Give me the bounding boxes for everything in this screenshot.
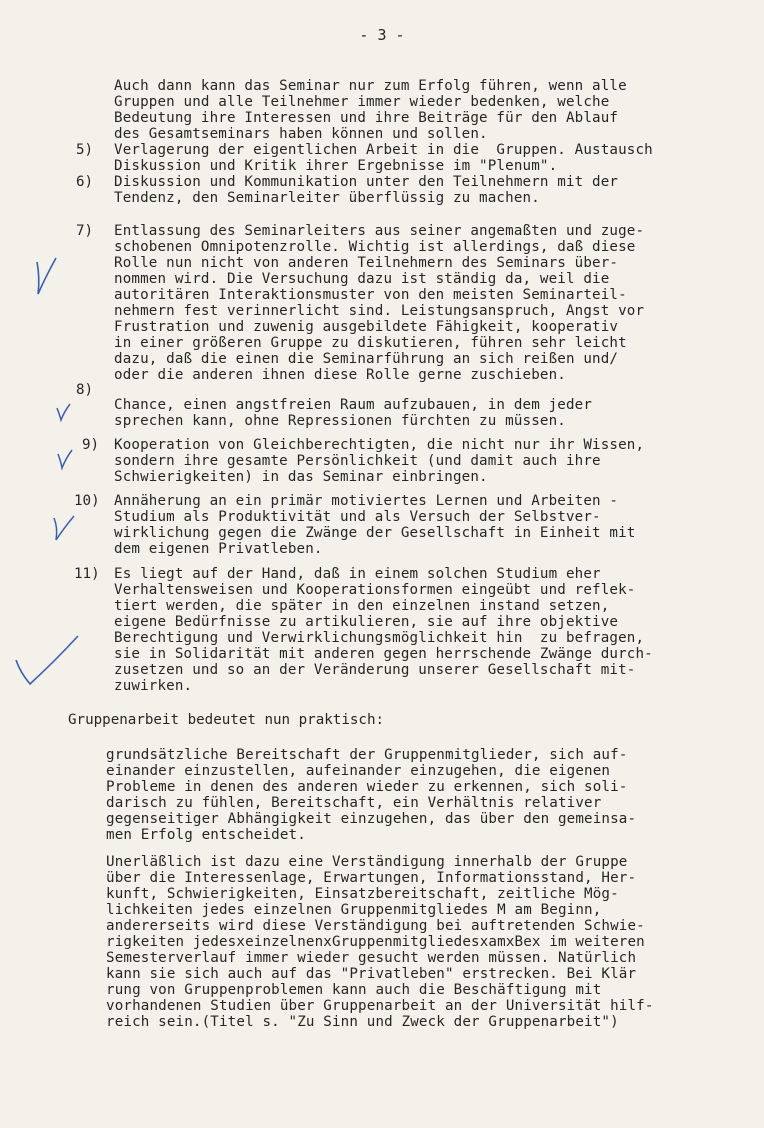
paragraph-line: men Erfolg entscheidet. — [106, 827, 306, 843]
item-line: Studium als Produktivität und als Versuch der Selbstver- — [114, 509, 601, 525]
item-line: dem eigenen Privatleben. — [114, 541, 323, 557]
item-line: sprechen kann, ohne Repressionen fürchten zu müssen. — [114, 413, 566, 429]
item-number: 5) — [76, 142, 94, 158]
item-line: sie in Solidarität mit anderen gegen herrschende Zwänge durch- — [114, 646, 653, 662]
check-mark-icon — [37, 258, 56, 294]
item-line: zuwirken. — [114, 678, 193, 694]
check-mark-icon — [57, 404, 70, 420]
paragraph-line: einander einzustellen, aufeinander einzugehen, die eigenen — [106, 763, 611, 779]
item-line: eigene Bedürfnisse zu artikulieren, sie auf ihre objektive — [114, 614, 619, 630]
item-line: dazu, daß die einen die Seminarführung an sich reißen und/ — [114, 351, 619, 367]
item-line: Diskussion und Kommunikation unter den Teilnehmern mit der — [114, 174, 619, 190]
item-line: Rolle nun nicht von anderen Teilnehmern des Seminars über- — [114, 255, 619, 271]
item-line: Es liegt auf der Hand, daß in einem solchen Studium eher — [114, 566, 601, 582]
item-line: Annäherung an ein primär motiviertes Lernen und Arbeiten - — [114, 493, 619, 509]
item-line: Verhaltensweisen und Kooperationsformen eingeübt und reflek- — [114, 582, 636, 598]
paragraph-line: gegenseitiger Abhängigkeit einzugehen, das über den gemeinsa- — [106, 811, 637, 827]
item-line: Tendenz, den Seminarleiter überflüssig zu machen. — [114, 190, 540, 206]
paragraph-line: über die Interessenlage, Erwartungen, Informationsstand, Her- — [106, 870, 637, 886]
check-mark-icon — [58, 450, 72, 468]
item-line: nehmern fest verinnerlicht sind. Leistungsanspruch, Angst vor — [114, 303, 645, 319]
item-number: 11) — [74, 566, 100, 582]
item-line: Berechtigung und Verwirklichungsmöglichkeit hin zu befragen, — [114, 630, 645, 646]
intro-line: Bedeutung ihre Interessen und ihre Beiträge für den Ablauf — [114, 110, 619, 126]
paragraph-line: Probleme in denen des anderen wieder zu erkennen, sich soli- — [106, 779, 628, 795]
item-line: in einer größeren Gruppe zu diskutieren, führen sehr leicht — [114, 335, 627, 351]
item-line: sondern ihre gesamte Persönlichkeit (und damit auch ihre — [114, 453, 601, 469]
item-line: autoritären Interaktionsmuster von den meisten Seminarteil- — [114, 287, 627, 303]
item-line: tiert werden, die später in den einzelnen instand setzen, — [114, 598, 610, 614]
paragraph-line: rigkeiten jedesxeinzelnenxGruppenmitgliedesxamxBex im weiteren — [106, 934, 645, 950]
item-number: 6) — [76, 174, 94, 190]
paragraph-line: vorhandenen Studien über Gruppenarbeit an der Universität hilf- — [106, 998, 654, 1014]
item-number: 7) — [76, 223, 94, 239]
paragraph-line: reich sein.(Titel s. "Zu Sinn und Zweck der Gruppenarbeit") — [106, 1014, 619, 1030]
paragraph-line: kann sie sich auch auf das "Privatleben" erstrecken. Bei Klär — [106, 966, 637, 982]
paragraph-line: andererseits wird diese Verständigung bei auftretenden Schwie- — [106, 918, 645, 934]
paragraph-line: rung von Gruppenproblemen kann auch die Beschäftigung mit — [106, 982, 602, 998]
page-number: - 3 - — [359, 26, 405, 44]
item-line: zusetzen und so an der Veränderung unserer Gesellschaft mit- — [114, 662, 636, 678]
intro-line: des Gesamtseminars haben können und sollen. — [114, 126, 488, 142]
item-line: nommen wird. Die Versuchung dazu ist ständig da, weil die — [114, 271, 610, 287]
item-line: Entlassung des Seminarleiters aus seiner angemaßten und zuge- — [114, 223, 645, 239]
check-mark-icon — [54, 516, 74, 540]
item-line: Frustration und zuwenig ausgebildete Fähigkeit, kooperativ — [114, 319, 619, 335]
item-line: oder die anderen ihnen diese Rolle gerne zuschieben. — [114, 367, 566, 383]
item-number: 10) — [74, 493, 100, 509]
paragraph-line: darisch zu fühlen, Bereitschaft, ein Verhältnis relativer — [106, 795, 602, 811]
paragraph-line: grundsätzliche Bereitschaft der Gruppenmitglieder, sich auf- — [106, 747, 628, 763]
section-heading: Gruppenarbeit bedeutet nun praktisch: — [68, 712, 385, 728]
paragraph-line: Semesterverlauf immer wieder gesucht werden müssen. Natürlich — [106, 950, 637, 966]
item-number: 9) — [82, 437, 100, 453]
intro-line: Auch dann kann das Seminar nur zum Erfolg führen, wenn alle — [114, 78, 627, 94]
item-line: Diskussion und Kritik ihrer Ergebnisse im "Plenum". — [114, 158, 558, 174]
check-mark-icon — [16, 636, 78, 684]
intro-line: Gruppen und alle Teilnehmer immer wieder bedenken, welche — [114, 94, 610, 110]
item-line: schobenen Omnipotenzrolle. Wichtig ist allerdings, daß diese — [114, 239, 636, 255]
item-line: Verlagerung der eigentlichen Arbeit in die Gruppen. Austausch — [114, 142, 653, 158]
item-line: wirklichung gegen die Zwänge der Gesellschaft in Einheit mit — [114, 525, 636, 541]
item-line: Schwierigkeiten) in das Seminar einbringen. — [114, 469, 488, 485]
paragraph-line: Unerläßlich ist dazu eine Verständigung innerhalb der Gruppe — [106, 854, 628, 870]
item-number: 8) — [76, 382, 94, 398]
item-line: Kooperation von Gleichberechtigten, die nicht nur ihr Wissen, — [114, 437, 645, 453]
item-line: Chance, einen angstfreien Raum aufzubauen, in dem jeder — [114, 397, 593, 413]
paragraph-line: kunft, Schwierigkeiten, Einsatzbereitschaft, zeitliche Mög- — [106, 886, 619, 902]
paragraph-line: lichkeiten jedes einzelnen Gruppenmitgliedes M am Beginn, — [106, 902, 602, 918]
